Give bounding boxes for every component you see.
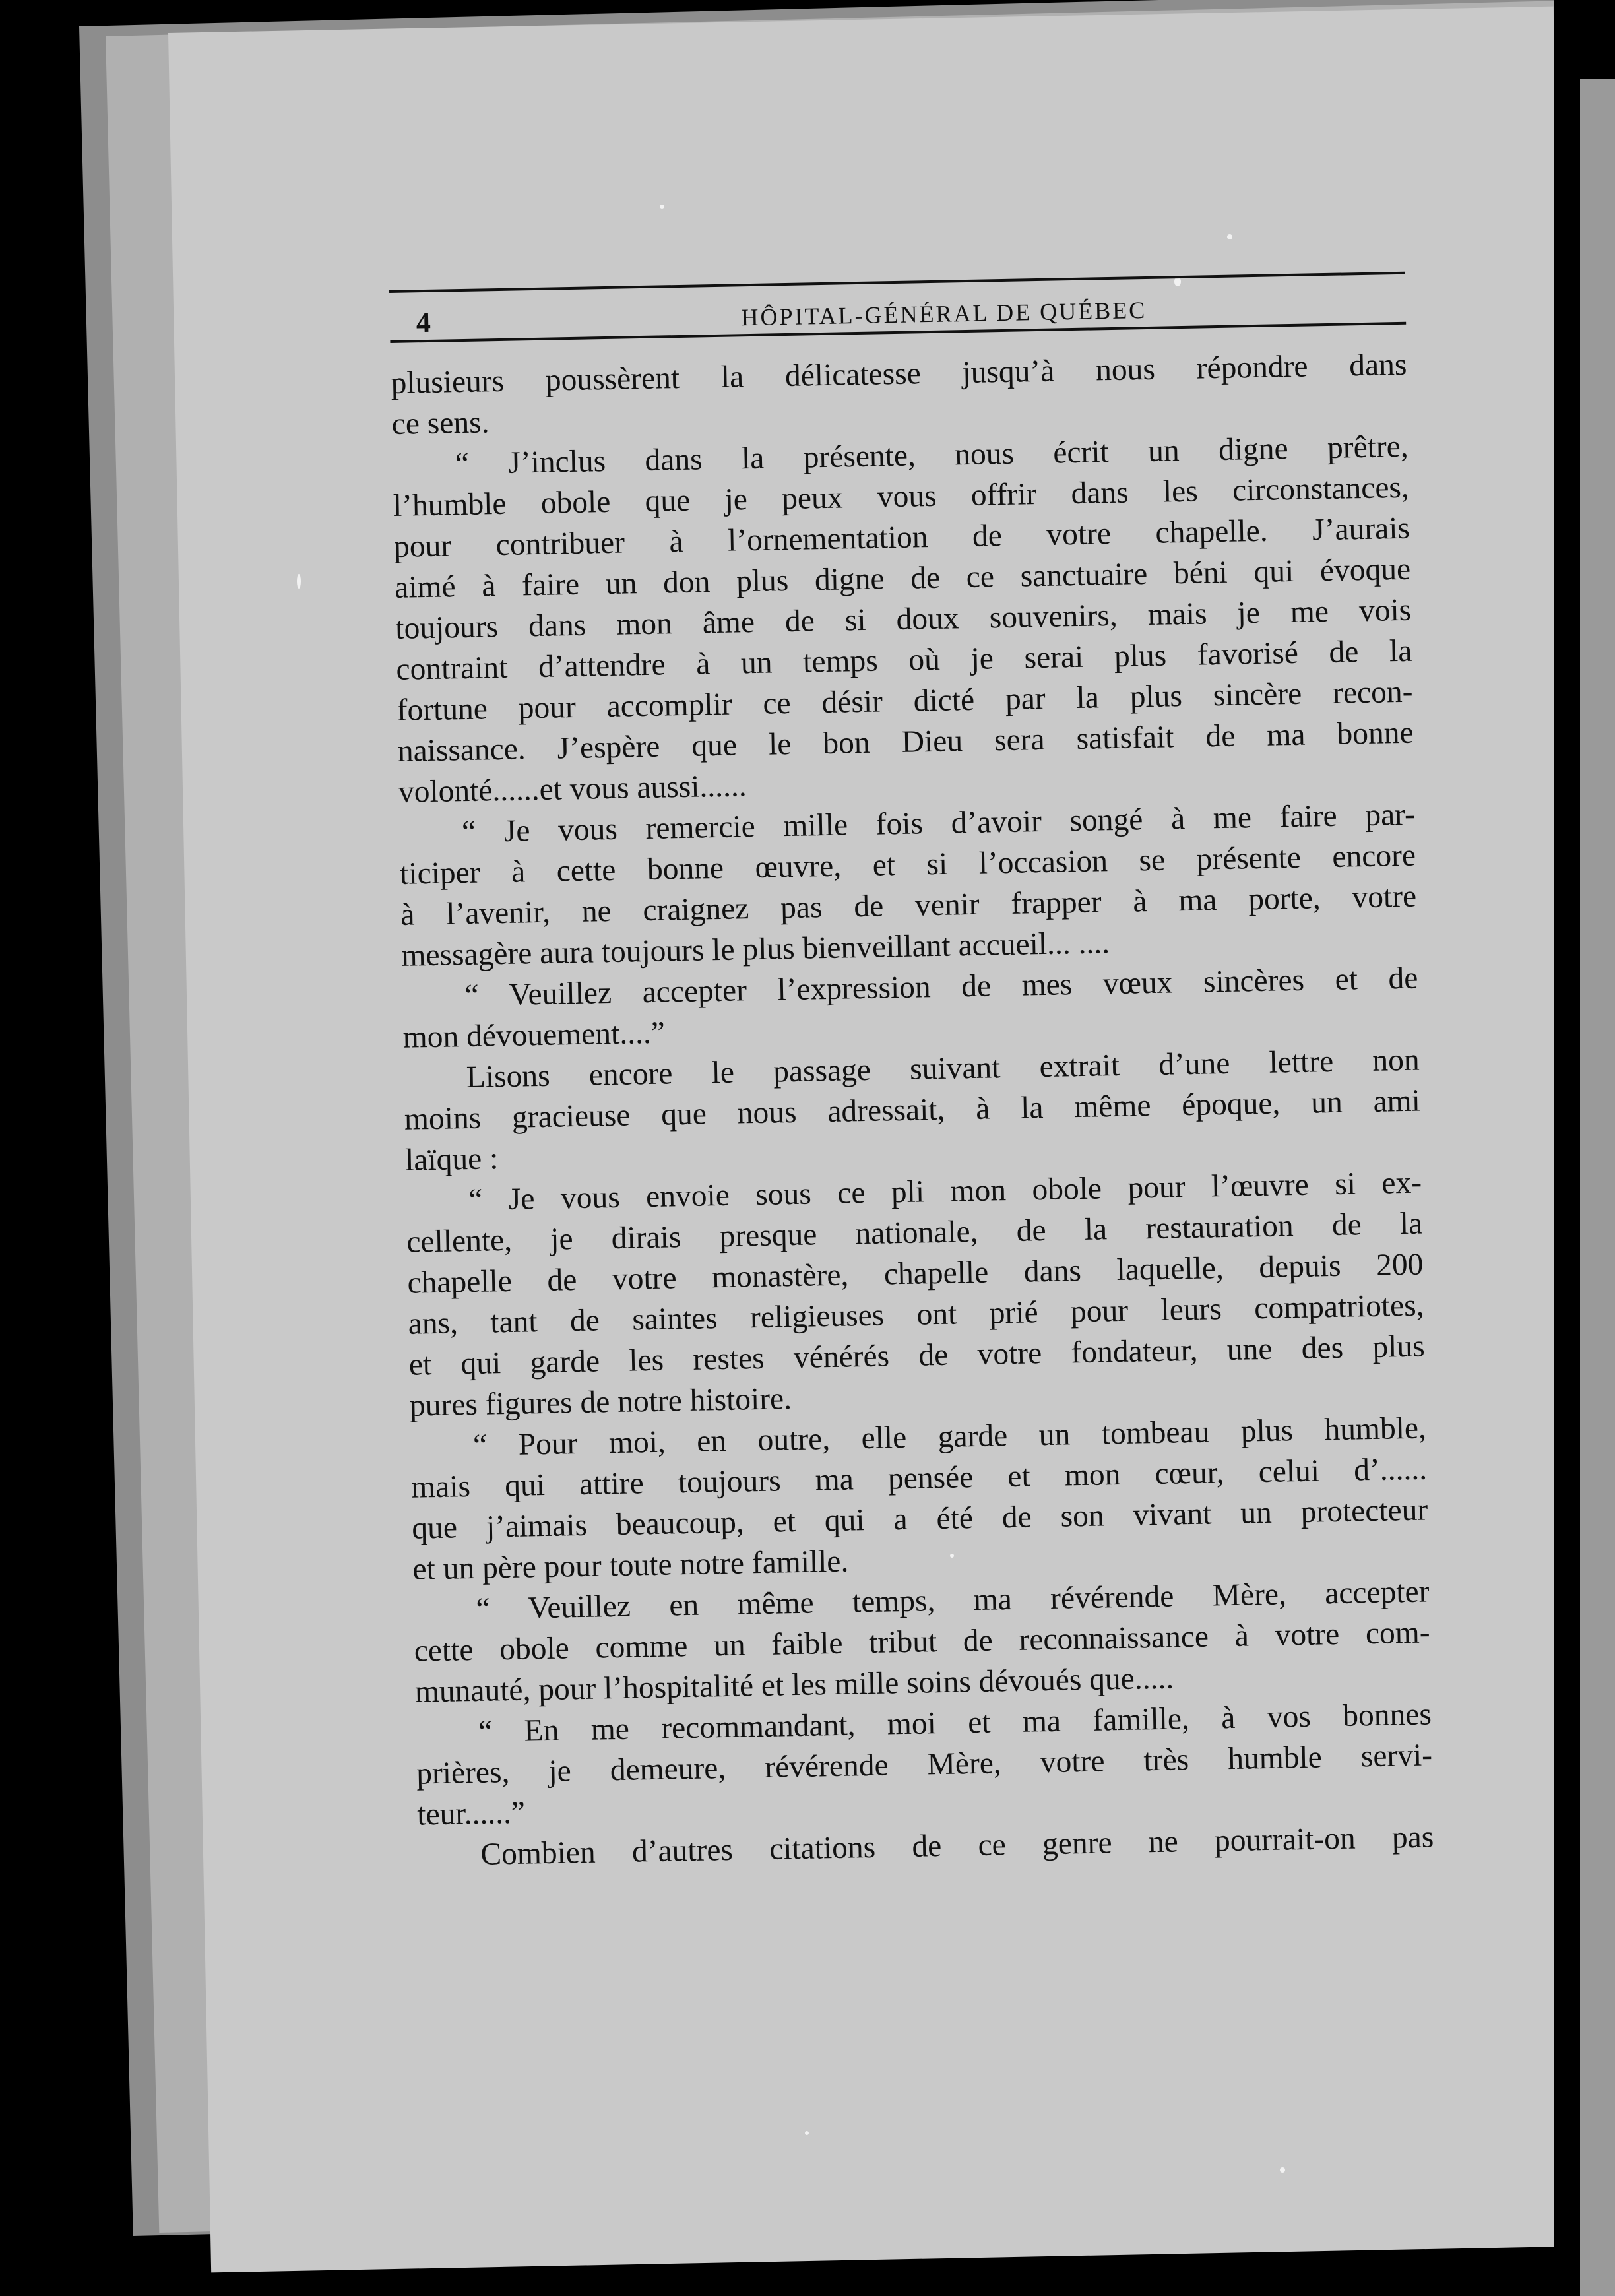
page-number: 4 [416,305,431,339]
text-line: aimé à faire un don plus digne de ce sanctuaire béni qui évoque [394,552,1411,605]
dust-speck [1280,2167,1285,2173]
text-block [389,272,1434,1876]
text-line: “ Je vous envoie sous ce pli mon obole pour l’œuvre si ex- [468,1165,1422,1218]
text-line: que j’aimais beaucoup, et qui a été de son vivant un protecteur [411,1492,1428,1546]
text-line: l’humble obole que je peux vous offrir dans les circonstances, [393,470,1410,523]
text-line: “ Veuillez accepter l’expression de mes vœux sincères et de [464,961,1418,1013]
dust-speck [297,574,301,589]
text-line: et un père pour toute notre famille. [412,1544,849,1587]
text-line: chapelle de votre monastère, chapelle dans laquelle, depuis 200 [407,1247,1424,1300]
text-line: moins gracieuse que nous adressait, à la même époque, un ami [404,1083,1421,1137]
dust-speck [660,205,664,209]
text-line: messagère aura toujours le plus bienveillant accueil... .... [401,926,1110,973]
text-line: pour contribuer à l’ornementation de votre chapelle. J’aurais [393,511,1410,564]
text-line: ce sens. [391,405,490,441]
text-line: volonté......et vous aussi...... [398,769,747,810]
text-line: et qui garde les restes vénérés de votre fondateur, une des plus [408,1329,1426,1382]
text-line: “ Pour moi, en outre, elle garde un tombeau plus humble, [472,1411,1427,1463]
text-line: prières, je demeure, révérende Mère, votre très humble servi- [416,1738,1433,1791]
text-line: munauté, pour l’hospitalité et les mille soins dévoués que..... [414,1661,1174,1709]
text-line: mais qui attire toujours ma pensée et mon cœur, celui d’...... [410,1451,1428,1505]
text-line: pures figures de notre histoire. [409,1382,792,1423]
text-line: “ J’inclus dans la présente, nous écrit un digne prêtre, [455,429,1409,482]
text-line: Combien d’autres citations de ce genre ne pourrait-on pas [480,1820,1434,1872]
body-text [391,344,1434,1876]
text-line: naissance. J’espère que le bon Dieu sera satisfait de ma bonne [397,715,1414,769]
text-line: “ Veuillez en même temps, ma révérende Mère, accepter [476,1574,1430,1626]
text-line: contraint d’attendre à un temps où je serai plus favorisé de la [396,633,1412,687]
text-line: à l’avenir, ne craignez pas de venir frapper à ma porte, votre [400,879,1417,932]
text-line: “ En me recommandant, moi et ma famille, à vos bonnes [478,1697,1432,1749]
text-line: plusieurs poussèrent la délicatesse jusqu’à nous répondre dans [391,347,1407,400]
text-line: Lisons encore le passage suivant extrait d’une lettre non [466,1042,1420,1095]
text-line: fortune pour accomplir ce désir dicté par la plus sincère recon- [396,674,1413,728]
text-line: ans, tant de saintes religieuses ont prié pour leurs compatriotes, [408,1288,1424,1341]
dust-speck [805,2131,809,2135]
text-line: toujours dans mon âme de si doux souvenirs, mais je me vois [395,592,1412,646]
text-line: teur......” [416,1795,526,1832]
text-line: laïque : [404,1141,499,1178]
text-line: cellente, je dirais presque nationale, de la restauration de la [406,1206,1423,1260]
text-line: mon dévouement....” [402,1015,666,1055]
text-line: cette obole comme un faible tribut de reconnaissance à votre com- [414,1615,1431,1669]
next-page-edge [1580,79,1615,2296]
text-line: ticiper à cette bonne œuvre, et si l’occasion se présente encore [399,838,1416,891]
running-head: HÔPITAL-GÉNÉRAL DE QUÉBEC [741,296,1147,331]
gutter-gap [1554,0,1580,2296]
text-line: “ Je vous remercie mille fois d’avoir songé à me faire par- [461,797,1416,850]
dust-speck [1227,234,1232,239]
